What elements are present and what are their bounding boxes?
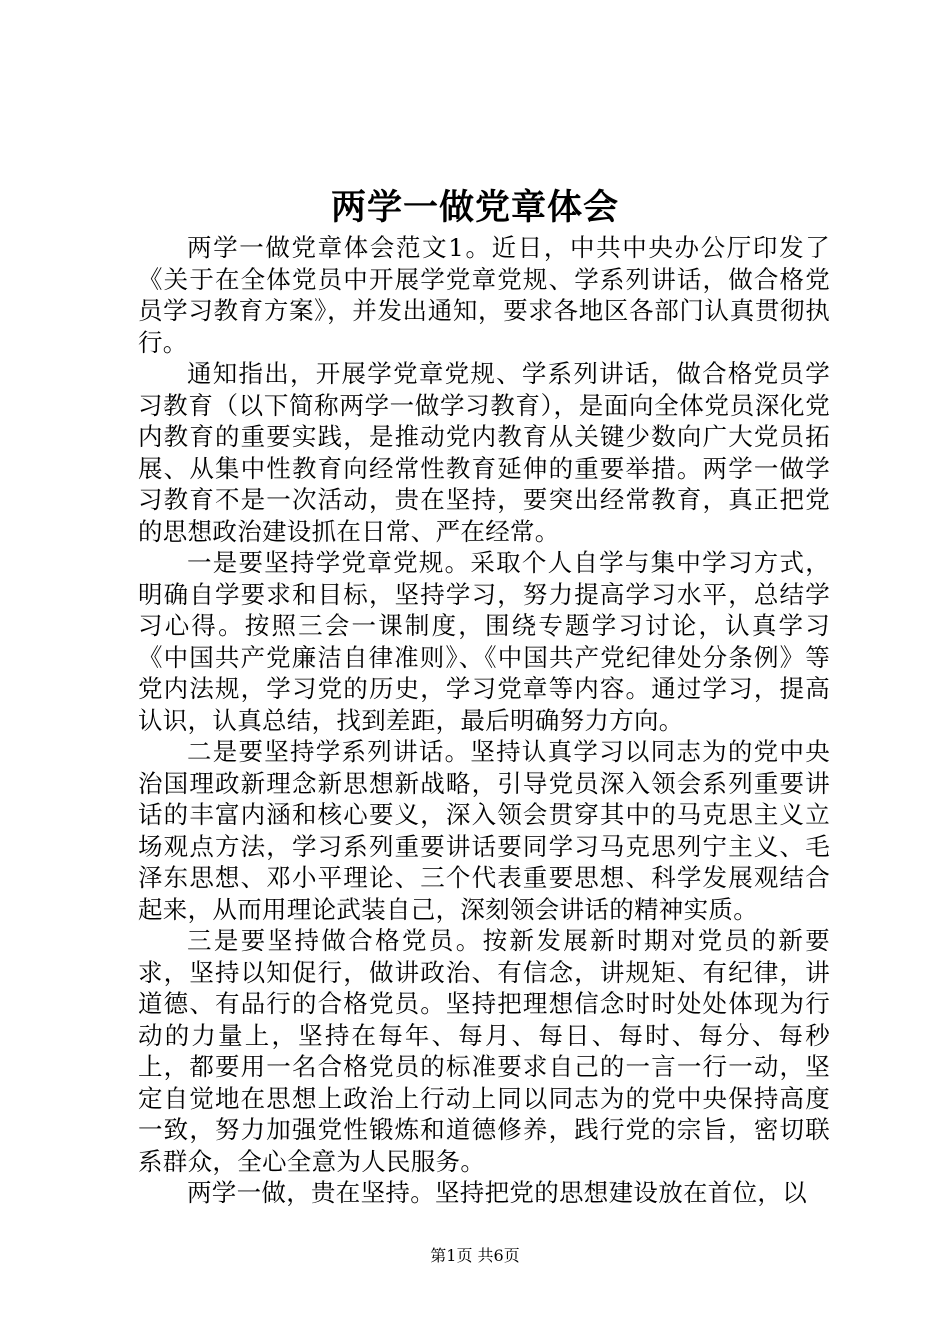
document-title: 两学一做党章体会 — [330, 187, 619, 228]
paragraph-6: 两学一做，贵在坚持。坚持把党的思想建设放在首位，以 — [187, 1178, 807, 1207]
paragraph-4: 二是要坚持学系列讲话。坚持认真学习以同志为的党中央治国理政新理念新思想新战略，引导党员深入领会系列重要讲话的丰富内涵和核心要义，深入领会贯穿其中的马克思主义立场观点方法，学习系列重要讲话要同学习马克思列宁主义、毛泽东思想、邓小平理论、三个代表重要思想、科学发展观结合起来，从而用理论武装自己，深刻领会讲话的精神实质。 — [138, 737, 830, 924]
paragraph-2: 通知指出，开展学党章党规、学系列讲话，做合格党员学习教育（以下简称两学一做学习教育），是面向全体党员深化党内教育的重要实践，是推动党内教育从关键少数向广大党员拓展、从集中性教育向经常性教育延伸的重要举措。两学一做学习教育不是一次活动，贵在坚持，要突出经常教育，真正把党的思想政治建设抓在日常、严在经常。 — [138, 359, 830, 546]
page-footer: 第1页 共6页 — [430, 1246, 520, 1265]
paragraph-3: 一是要坚持学党章党规。采取个人自学与集中学习方式，明确自学要求和目标，坚持学习，努力提高学习水平，总结学习心得。按照三会一课制度，围绕专题学习讨论，认真学习《中国共产党廉洁自律准则》、《中国共产党纪律处分条例》等党内法规，学习党的历史，学习党章等内容。通过学习，提高认识，认真总结，找到差距，最后明确努力方向。 — [138, 548, 830, 735]
paragraph-5: 三是要坚持做合格党员。按新发展新时期对党员的新要求，坚持以知促行，做讲政治、有信念，讲规矩、有纪律，讲道德、有品行的合格党员。坚持把理想信念时时处处体现为行动的力量上，坚持在每年、每月、每日、每时、每分、每秒上，都要用一名合格党员的标准要求自己的一言一行一动，坚定自觉地在思想上政治上行动上同以同志为的党中央保持高度一致，努力加强党性锻炼和道德修养，践行党的宗旨，密切联系群众，全心全意为人民服务。 — [138, 926, 830, 1176]
document-body — [138, 232, 830, 1209]
paragraph-1: 两学一做党章体会范文1。近日，中共中央办公厅印发了《关于在全体党员中开展学党章党规、学系列讲话，做合格党员学习教育方案》，并发出通知，要求各地区各部门认真贯彻执行。 — [138, 233, 830, 357]
